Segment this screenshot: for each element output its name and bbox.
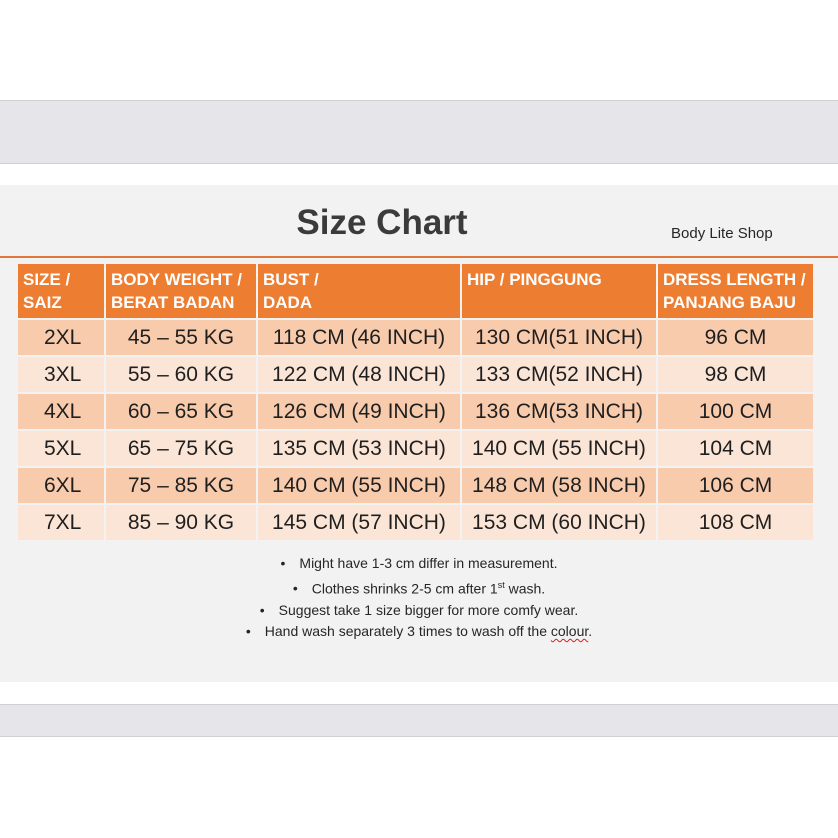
shop-name: Body Lite Shop bbox=[671, 225, 773, 242]
top-band bbox=[0, 100, 838, 164]
bust-cell: 135 CM (53 INCH) bbox=[258, 431, 460, 466]
hip-cell: 153 CM (60 INCH) bbox=[462, 505, 656, 540]
table-row bbox=[18, 468, 813, 503]
table-row bbox=[18, 431, 813, 466]
bullet-icon: • bbox=[245, 623, 251, 640]
list-item bbox=[0, 600, 838, 622]
bust-cell: 145 CM (57 INCH) bbox=[258, 505, 460, 540]
length-cell: 108 CM bbox=[658, 505, 813, 540]
care-notes bbox=[0, 553, 838, 643]
bust-cell: 126 CM (49 INCH) bbox=[258, 394, 460, 429]
list-item bbox=[0, 621, 838, 643]
header-bust: BUST / DADA bbox=[258, 264, 460, 318]
table-row bbox=[18, 357, 813, 392]
size-cell: 5XL bbox=[18, 431, 104, 466]
size-cell: 2XL bbox=[18, 320, 104, 355]
table-row bbox=[18, 394, 813, 429]
weight-cell: 60 – 65 KG bbox=[106, 394, 256, 429]
table-row bbox=[18, 505, 813, 540]
length-cell: 98 CM bbox=[658, 357, 813, 392]
length-cell: 106 CM bbox=[658, 468, 813, 503]
weight-cell: 65 – 75 KG bbox=[106, 431, 256, 466]
bust-cell: 122 CM (48 INCH) bbox=[258, 357, 460, 392]
note-text: Clothes shrinks 2-5 cm after 1 bbox=[311, 580, 498, 597]
bullet-icon: • bbox=[259, 601, 265, 618]
table-row bbox=[18, 320, 813, 355]
weight-cell: 45 – 55 KG bbox=[106, 320, 256, 355]
size-table bbox=[16, 262, 815, 542]
size-cell: 4XL bbox=[18, 394, 104, 429]
length-cell: 96 CM bbox=[658, 320, 813, 355]
list-item bbox=[0, 575, 838, 600]
title-divider bbox=[0, 256, 838, 258]
note-text: Might have 1-3 cm differ in measurement. bbox=[299, 555, 558, 571]
bust-cell: 118 CM (46 INCH) bbox=[258, 320, 460, 355]
header-size: SIZE / SAIZ bbox=[18, 264, 104, 318]
hip-cell: 130 CM(51 INCH) bbox=[462, 320, 656, 355]
bullet-icon: • bbox=[280, 555, 286, 571]
note-text: Hand wash separately 3 times to wash off the bbox=[264, 623, 551, 640]
table-header-row bbox=[18, 264, 813, 318]
size-cell: 7XL bbox=[18, 505, 104, 540]
page-title: Size Chart bbox=[296, 203, 468, 242]
bust-cell: 140 CM (55 INCH) bbox=[258, 468, 460, 503]
hip-cell: 136 CM(53 INCH) bbox=[462, 394, 656, 429]
note-text: Suggest take 1 size bigger for more comfy wear. bbox=[278, 601, 579, 618]
header-body-weight: BODY WEIGHT / BERAT BADAN bbox=[106, 264, 256, 318]
header-hip: HIP / PINGGUNG bbox=[462, 264, 656, 318]
hip-cell: 148 CM (58 INCH) bbox=[462, 468, 656, 503]
note-superscript: st bbox=[497, 579, 505, 590]
hip-cell: 133 CM(52 INCH) bbox=[462, 357, 656, 392]
length-cell: 100 CM bbox=[658, 394, 813, 429]
length-cell: 104 CM bbox=[658, 431, 813, 466]
list-item bbox=[0, 553, 838, 575]
weight-cell: 55 – 60 KG bbox=[106, 357, 256, 392]
bullet-icon: • bbox=[292, 580, 298, 597]
size-cell: 3XL bbox=[18, 357, 104, 392]
header-dress-length: DRESS LENGTH / PANJANG BAJU bbox=[658, 264, 813, 318]
spellcheck-word: colour bbox=[550, 623, 589, 640]
hip-cell: 140 CM (55 INCH) bbox=[462, 431, 656, 466]
note-text-end: . bbox=[588, 623, 593, 640]
bottom-band bbox=[0, 704, 838, 737]
size-chart-card bbox=[0, 185, 838, 682]
size-cell: 6XL bbox=[18, 468, 104, 503]
weight-cell: 85 – 90 KG bbox=[106, 505, 256, 540]
note-text-end: wash. bbox=[504, 580, 546, 597]
weight-cell: 75 – 85 KG bbox=[106, 468, 256, 503]
